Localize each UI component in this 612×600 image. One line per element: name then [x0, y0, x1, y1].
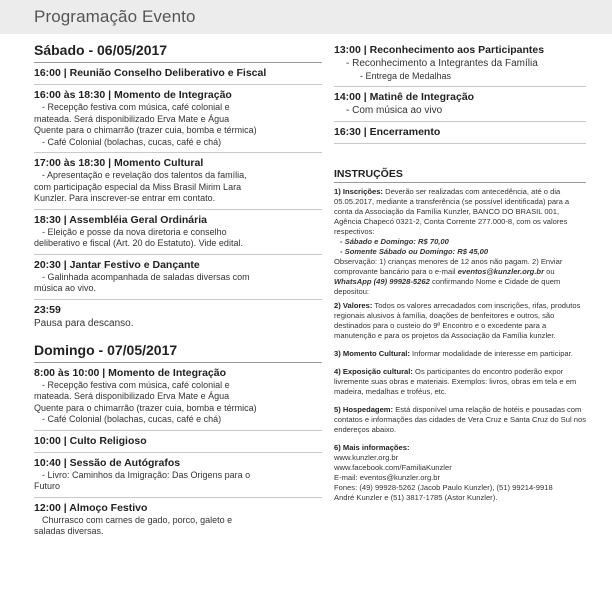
- right-column: [334, 40, 586, 503]
- event-detail: Pausa para descanso.: [34, 317, 134, 329]
- event-block: [334, 40, 586, 87]
- event-block: [34, 431, 322, 453]
- event-detail: com participação especial da Miss Brasil Mirim Lara: [34, 181, 242, 192]
- event-detail: Futuro: [34, 481, 61, 491]
- event-heading: 18:30 | Assembléia Geral Ordinária: [34, 213, 207, 226]
- event-block: [334, 87, 586, 122]
- event-block: [34, 153, 322, 210]
- instr-momento: 3) Momento Cultural: Informar modalidade de interesse em participar.: [334, 349, 573, 358]
- event-heading: 16:30 | Encerramento: [334, 126, 441, 138]
- page-title: Programação Evento: [34, 7, 196, 26]
- info-phones-cont: André Kunzler e (51) 3817-1785 (Astor Kunzler).: [334, 493, 498, 502]
- event-heading: 13:00 | Reconhecimento aos Participantes: [334, 44, 545, 56]
- event-block: [34, 363, 322, 431]
- event-heading: 16:00 às 18:30 | Momento de Integração: [34, 89, 232, 101]
- event-heading: 23:59: [34, 303, 61, 316]
- event-heading: 8:00 às 10:00 | Momento de Integração: [34, 366, 227, 379]
- event-heading: 20:30 | Jantar Festivo e Dançante: [34, 258, 200, 271]
- sunday-title: Domingo - 07/05/2017: [34, 340, 322, 363]
- event-block: [34, 85, 322, 153]
- instr-inscricoes: 1) Inscrições: Deverão ser realizadas com antecedência, até o dia 05.05.2017, mediante a transferência (se possível identificada) para a conta da Associação da Família Kunzler, BANCO DO BRASIL 001, Agência Chapecó 0321-2, Conta Corrente 277.000-8, com os valores respectivos:: [334, 187, 570, 236]
- whatsapp-contact[interactable]: WhatsApp (49) 99928-5262: [334, 277, 430, 286]
- event-block: [34, 255, 322, 300]
- event-detail: - Eleição e posse da nova diretoria e conselho: [42, 226, 227, 237]
- event-block: [34, 210, 322, 255]
- event-detail: Quente para o chimarrão (trazer cuia, bomba e térmica): [34, 125, 257, 135]
- event-detail: Quente para o chimarrão (trazer cuia, bomba e térmica): [34, 402, 257, 413]
- event-detail: deliberativo e fiscal (Art. 20 do Estatuto). Vide edital.: [34, 238, 243, 248]
- event-detail: - Entrega de Medalhas: [360, 71, 452, 81]
- instr-valores: 2) Valores: Todos os valores arrecadados com inscrições, rifas, produtos regionais alusivos à família, doações de benfeitores e outros, são destinados para o custeio do 9º Encontro e o excedente para a manutenção e para os projetos da Associação da Família kunzler.: [334, 301, 581, 340]
- instr-option-both-days: - Sábado e Domingo: R$ 70,00: [340, 237, 449, 246]
- info-facebook[interactable]: www.facebook.com/FamiliaKunzler: [334, 463, 452, 472]
- email-link[interactable]: eventos@kunzler.org.br: [457, 267, 545, 276]
- event-block: [34, 300, 322, 334]
- event-detail: - Café Colonial (bolachas, cucas, café e chá): [42, 414, 222, 424]
- event-heading: 16:00 | Reunião Conselho Deliberativo e Fiscal: [34, 67, 267, 79]
- sunday-afternoon-events: [334, 40, 586, 144]
- event-detail: - Galinhada acompanhada de saladas diversas com: [42, 271, 250, 282]
- event-detail: - Com música ao vivo: [346, 105, 443, 116]
- instr-info: 6) Mais informações:: [334, 443, 410, 452]
- event-block: [34, 63, 322, 85]
- event-detail: - Livro: Caminhos da Imigração: Das Origens para o: [42, 469, 251, 480]
- event-detail: - Apresentação e revelação dos talentos da família,: [42, 170, 247, 180]
- sunday-events: [34, 363, 322, 542]
- instr-hospedagem: 5) Hospedagem: Está disponível uma relação de hotéis e pousadas com contatos e informações das cidades de Vera Cruz e Santa Cruz do Sul nos endereços abaixo.: [334, 405, 587, 434]
- event-heading: 10:00 | Culto Religioso: [34, 434, 147, 447]
- instructions: [334, 187, 586, 503]
- event-detail: - Recepção festiva com música, café colonial e: [42, 379, 230, 390]
- event-block: [34, 498, 322, 542]
- event-detail: mateada. Será disponibilizado Erva Mate e Água: [34, 113, 230, 124]
- page-header: [0, 0, 612, 34]
- instructions-title: INSTRUÇÕES: [334, 168, 586, 183]
- event-detail: música ao vivo.: [34, 283, 97, 293]
- event-block: [34, 453, 322, 498]
- instr-option-one-day: - Somente Sábado ou Domingo: R$ 45,00: [340, 247, 489, 256]
- event-heading: 14:00 | Matinê de Integração: [334, 91, 475, 103]
- event-detail: mateada. Será disponibilizado Erva Mate e Água: [34, 391, 230, 401]
- event-block: [334, 122, 586, 144]
- event-heading: 10:40 | Sessão de Autógrafos: [34, 456, 181, 469]
- event-detail: Churrasco com carnes de gado, porco, galeto e: [42, 514, 233, 525]
- info-email[interactable]: E-mail: eventos@kunzler.org.br: [334, 473, 441, 482]
- event-detail: - Café Colonial (bolachas, cucas, café e chá): [42, 136, 222, 147]
- left-column: [34, 40, 322, 542]
- event-detail: - Reconhecimento a Integrantes da Família: [346, 58, 538, 69]
- event-heading: 12:00 | Almoço Festivo: [34, 501, 148, 514]
- instr-exposicao: 4) Exposição cultural: Os participantes do encontro poderão expor livremente suas obras e materiais. Exemplos: livros, obras em tela e em madeira, medalhas e troféus, etc.: [334, 367, 577, 396]
- info-phones: Fones: (49) 99928-5262 (Jacob Paulo Kunzler), (51) 99214-9918: [334, 483, 553, 492]
- instr-observacao: Observação: 1) crianças menores de 12 anos não pagam. 2) Enviar comprovante bancário para o e-mail eventos@kunzler.org.br ou WhatsApp (49) 99928-5262 confirmando Nome e Cidade de quem depositou:: [334, 257, 563, 296]
- event-detail: - Recepção festiva com música, café colonial e: [42, 102, 230, 112]
- saturday-events: [34, 63, 322, 334]
- event-detail: saladas diversas.: [34, 526, 104, 536]
- info-website[interactable]: www.kunzler.org.br: [334, 453, 399, 462]
- event-heading: 17:00 às 18:30 | Momento Cultural: [34, 157, 204, 169]
- event-detail: Kunzler. Para inscrever-se entrar em contato.: [34, 193, 216, 203]
- saturday-title: Sábado - 06/05/2017: [34, 40, 322, 63]
